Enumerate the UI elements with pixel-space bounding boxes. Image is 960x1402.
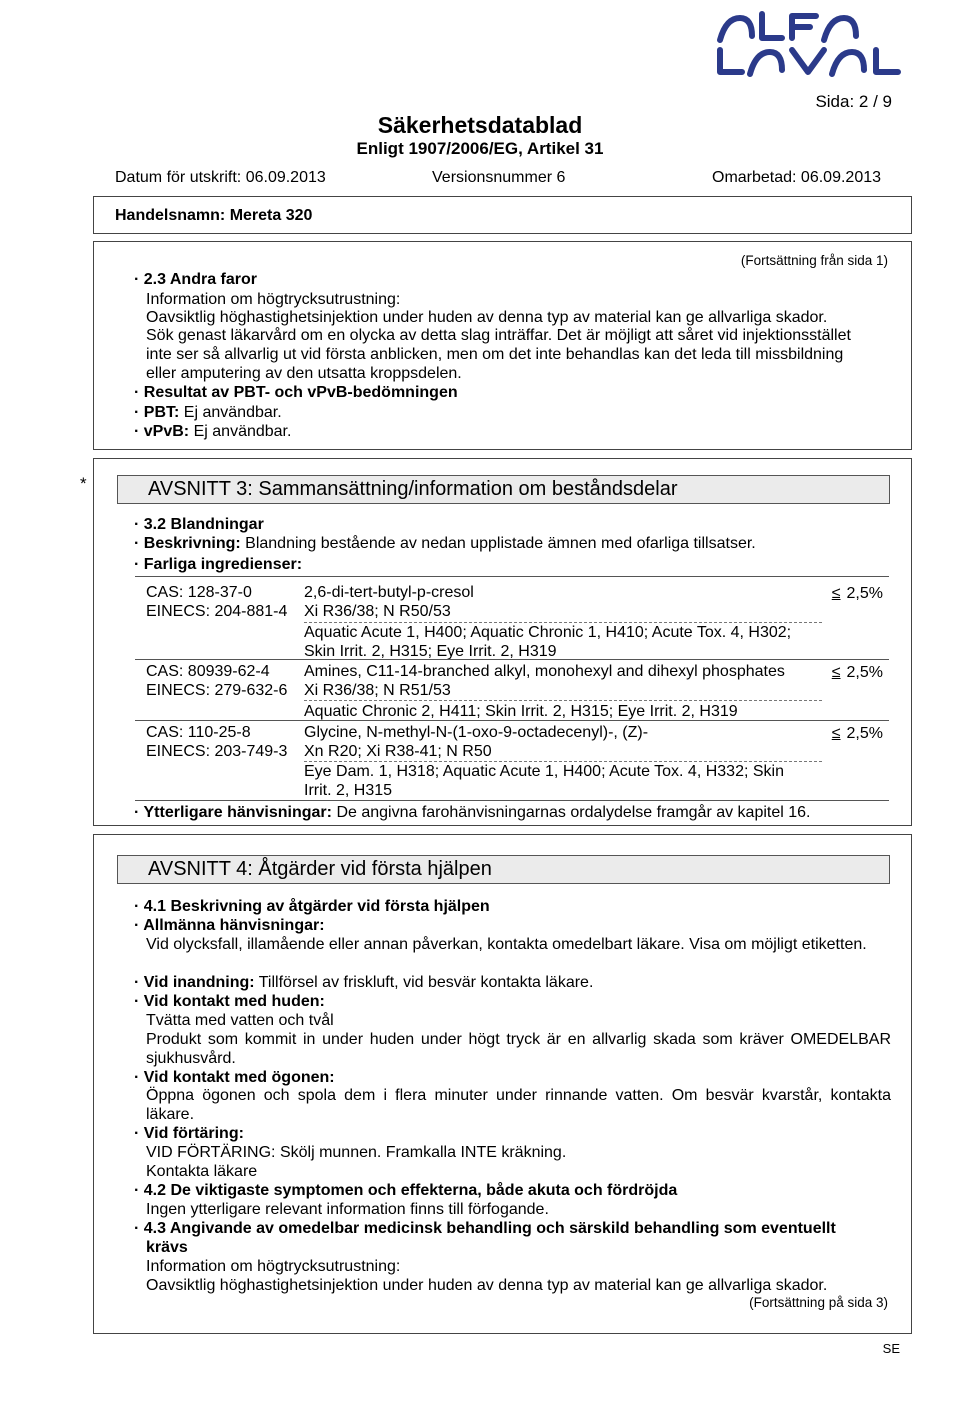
section-4-3-heading: · 4.3 Angivande av omedelbar medicinsk behandling och särskild behandling som eventuellt: [134, 1220, 836, 1237]
eye-heading: · Vid kontakt med ögonen:: [134, 1069, 335, 1086]
ingredient-clp: Aquatic Acute 1, H400; Aquatic Chronic 1, H410; Acute Tox. 4, H302; Skin Irrit. 2, H315; Eye Irrit. 2, H319: [304, 624, 792, 660]
table-divider: [135, 720, 889, 721]
skin-line: Tvätta med vatten och tvål: [146, 1012, 334, 1029]
text-line: inte ser så allvarlig ut vid första anblicken, men om det inte behandlas kan det leda till missbildning: [146, 346, 844, 363]
cas-number: CAS: 80939-62-4: [146, 663, 270, 680]
skin-heading: · Vid kontakt med huden:: [134, 993, 325, 1010]
ingredient-clp: Aquatic Chronic 2, H411; Skin Irrit. 2, H315; Eye Irrit. 2, H319: [304, 703, 738, 720]
ingredient-clp: Eye Dam. 1, H318; Aquatic Acute 1, H400; Acute Tox. 4, H332; Skin Irrit. 2, H315: [304, 763, 784, 799]
changed-marker: *: [80, 474, 87, 493]
trade-name: Handelsnamn: Mereta 320: [115, 207, 313, 224]
revised-date: Omarbetad: 06.09.2013: [712, 169, 882, 186]
section-4-3-heading-cont: krävs: [146, 1239, 188, 1256]
section-3-2-heading: · 3.2 Blandningar: [134, 516, 264, 533]
cas-number: CAS: 128-37-0: [146, 584, 252, 601]
text-line: Information om högtrycksutrustning:: [146, 1258, 401, 1275]
section-4-1-heading: · 4.1 Beskrivning av åtgärder vid första hjälpen: [134, 898, 490, 915]
general-heading: · Allmänna hänvisningar:: [134, 917, 325, 934]
section-2-3-heading: · 2.3 Andra faror: [134, 271, 257, 288]
einecs-number: EINECS: 204-881-4: [146, 603, 288, 620]
language-code: SE: [882, 1341, 900, 1356]
ingestion-heading: · Vid förtäring:: [134, 1125, 244, 1142]
vpvb-line: · vPvB: Ej användbar.: [134, 423, 292, 440]
ingredient-name: Glycine, N-methyl-N-(1-oxo-9-octadecenyl)-, (Z)-: [304, 724, 649, 741]
pbt-line: · PBT: Ej användbar.: [134, 404, 282, 421]
pbt-heading: · Resultat av PBT- och vPvB-bedömningen: [134, 384, 458, 401]
table-divider: [135, 800, 889, 801]
concentration: ≤ 2,5%: [831, 725, 883, 742]
continued-from: (Fortsättning från sida 1): [740, 253, 888, 268]
text-line: Sök genast läkarvård om en olycka av detta slag inträffar. Det är möjligt att såret vid injektionsstället: [146, 327, 851, 344]
ingredient-name: 2,6-di-tert-butyl-p-cresol: [304, 584, 474, 601]
additional-notes: · Ytterligare hänvisningar: De angivna farohänvisningarnas ordalydelse framgår av kapitel 16.: [134, 804, 811, 821]
skin-text: Produkt som kommit in under huden under högt tryck är en allvarlig skada som kräver OMEDELBAR sjukhusvård.: [146, 1031, 891, 1067]
table-divider: [135, 659, 889, 660]
section-4-2-heading: · 4.2 De viktigaste symptomen och effekterna, både akuta och fördröjda: [134, 1182, 678, 1199]
eye-text: Öppna ögonen och spola dem i flera minuter under rinnande vatten. Om besvär kvarstår, kontakta läkare.: [146, 1087, 891, 1123]
section-4-title: AVSNITT 4: Åtgärder vid första hjälpen: [117, 855, 890, 884]
inhalation-line: · Vid inandning: Tillförsel av friskluft, vid besvär kontakta läkare.: [134, 974, 594, 991]
document-title: Säkerhetsdatablad: [377, 112, 583, 138]
concentration: ≤ 2,5%: [831, 585, 883, 602]
general-text: Vid olycksfall, illamående eller annan påverkan, kontakta omedelbart läkare. Visa om möjligt etiketten.: [146, 936, 867, 953]
cas-number: CAS: 110-25-8: [146, 724, 251, 741]
version-number: Versionsnummer 6: [432, 169, 566, 186]
description-line: · Beskrivning: Blandning bestående av nedan upplistade ämnen med ofarliga tillsatser.: [134, 535, 756, 552]
page-number: Sida: 2 / 9: [815, 92, 892, 111]
ingredient-classification: Xi R36/38; N R51/53: [304, 682, 451, 699]
text-line: Oavsiktlig höghastighetsinjektion under huden av denna typ av material kan ge allvarliga skador.: [146, 309, 828, 326]
continued-to: (Fortsättning på sida 3): [749, 1295, 888, 1310]
document-subtitle: Enligt 1907/2006/EG, Artikel 31: [356, 139, 604, 158]
ingredients-heading: · Farliga ingredienser:: [134, 556, 303, 573]
einecs-number: EINECS: 279-632-6: [146, 682, 288, 699]
table-divider: [135, 576, 889, 577]
ingestion-line: VID FÖRTÄRING: Skölj munnen. Framkalla INTE kräkning.: [146, 1144, 567, 1161]
text-line: Information om högtrycksutrustning:: [146, 291, 401, 308]
text-line: eller amputering av den utsatta kroppsdelen.: [146, 365, 462, 382]
einecs-number: EINECS: 203-749-3: [146, 743, 288, 760]
section-4-2-text: Ingen ytterligare relevant information finns till förfogande.: [146, 1201, 549, 1218]
text-line: Oavsiktlig höghastighetsinjektion under huden av denna typ av material kan ge allvarliga skador.: [146, 1277, 828, 1294]
ingredient-classification: Xi R36/38; N R50/53: [304, 603, 451, 620]
ingredient-classification: Xn R20; Xi R38-41; N R50: [304, 743, 492, 760]
print-date: Datum för utskrift: 06.09.2013: [115, 169, 326, 186]
concentration: ≤ 2,5%: [831, 664, 883, 681]
ingredient-name: Amines, C11-14-branched alkyl, monohexyl and dihexyl phosphates: [304, 663, 785, 680]
alfa-laval-logo: [712, 4, 932, 78]
section-3-title: AVSNITT 3: Sammansättning/information om beståndsdelar: [117, 475, 890, 504]
dashed-divider: [304, 700, 822, 701]
ingestion-line: Kontakta läkare: [146, 1163, 258, 1180]
